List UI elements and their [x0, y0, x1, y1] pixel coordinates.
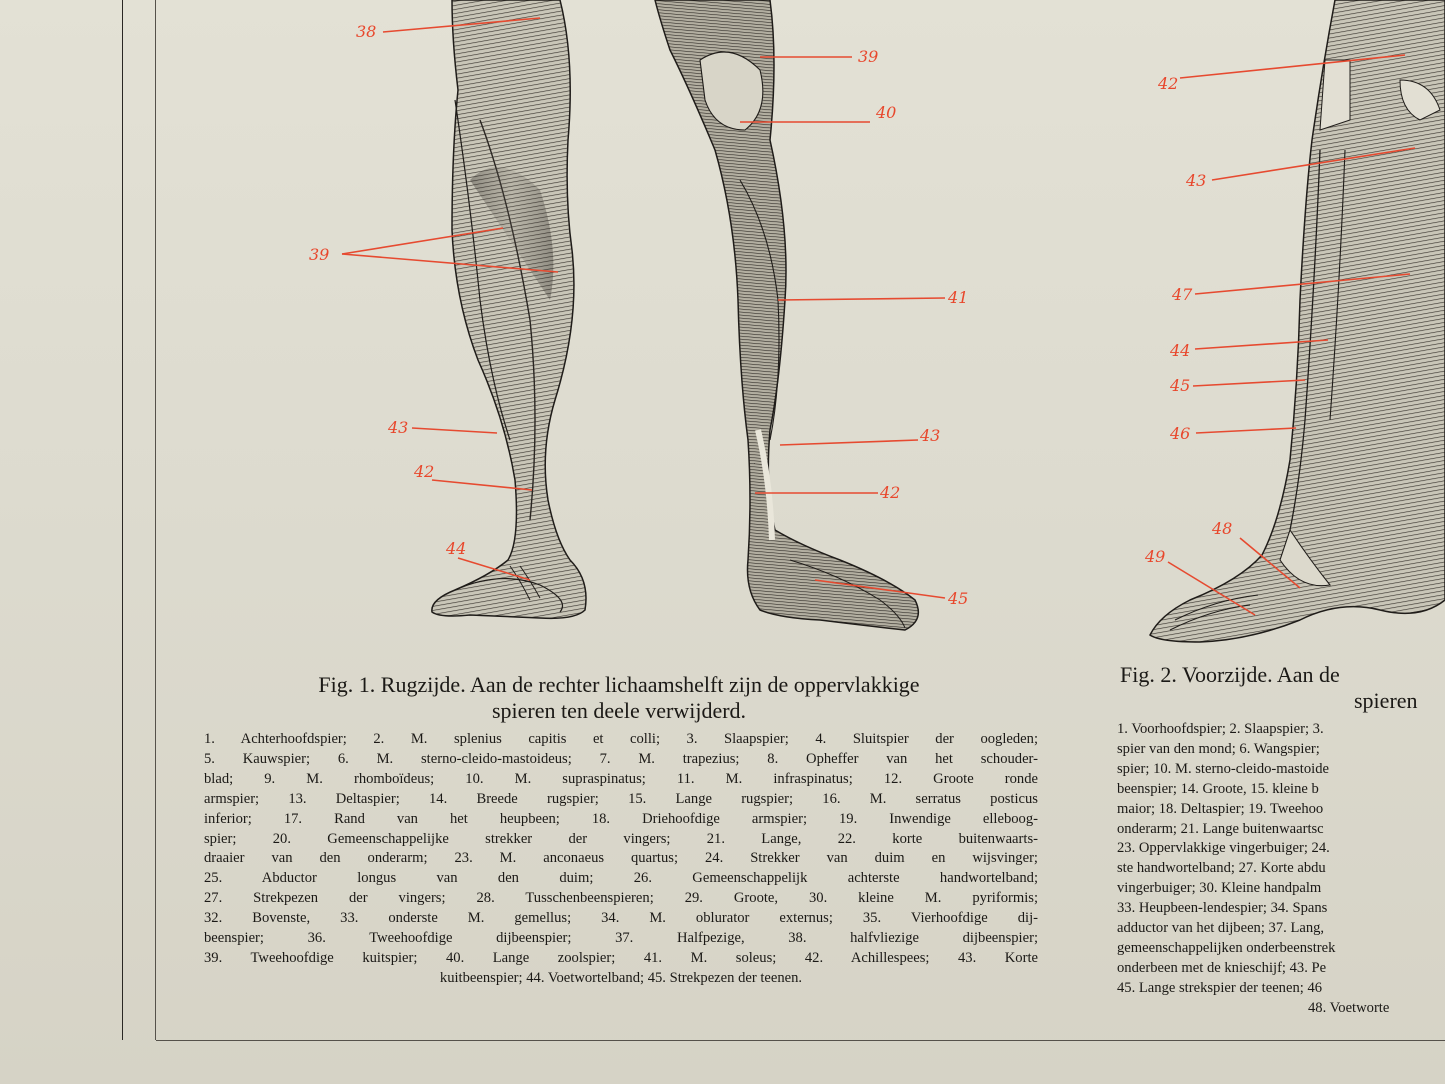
fig2-legend-line: maior; 18. Deltaspier; 19. Tweehoo — [1117, 800, 1324, 817]
callout-42: 42 — [1158, 74, 1179, 93]
fig2-legend-line: 1. Voorhoofdspier; 2. Slaapspier; 3. — [1117, 721, 1324, 737]
fig1-legend — [204, 730, 1038, 989]
fig1-legend-line: spier; 20. Gemeenschappelijke strekker der vingers; 21. Lange, 22. korte buitenwaarts- — [204, 830, 1038, 847]
fig2-legend-line: 48. Voetworte — [1308, 999, 1390, 1016]
fig1-legend-line: beenspier; 36. Tweehoofdige dijbeenspier; 37. Halfpezige, 38. halfvliezige dijbeenspier; — [204, 930, 1038, 947]
fig2-legend — [1117, 720, 1445, 1020]
fig1-legend-line: 27. Strekpezen der vingers; 28. Tusschenbeenspieren; 29. Groote, 30. kleine M. pyriformis; — [204, 890, 1038, 907]
callout-41: 41 — [948, 288, 969, 307]
fig2-legend-line: ste handwortelband; 27. Korte abdu — [1117, 860, 1326, 877]
callout-43-right: 43 — [920, 426, 941, 445]
fig1-right-leg — [655, 0, 918, 630]
fig1-legend-line: draaier van den onderarm; 23. M. anconaeus quartus; 24. Strekker van duim en wijsvinger; — [204, 850, 1038, 867]
fig1-caption-line1: Fig. 1. Rugzijde. Aan de rechter lichaamshelft zijn de oppervlakkige — [318, 672, 920, 697]
callout-39-left: 39 — [309, 245, 330, 264]
fig2-caption-line1: Fig. 2. Voorzijde. Aan de — [1120, 662, 1340, 687]
callout-39-right: 39 — [858, 47, 879, 66]
fig1-legend-line: 1. Achterhoofdspier; 2. M. splenius capitis et colli; 3. Slaapspier; 4. Sluitspier der oogleden; — [204, 731, 1038, 747]
fig2-legend-line: 23. Oppervlakkige vingerbuiger; 24. — [1117, 840, 1330, 857]
fig2-caption-title — [1120, 662, 1445, 714]
fig1-left-leg — [432, 0, 586, 618]
callout-49: 49 — [1145, 547, 1166, 566]
callout-42-left: 42 — [414, 462, 435, 481]
fig2-legend-line: beenspier; 14. Groote, 15. kleine b — [1117, 780, 1319, 797]
fig2-caption-line2: spieren — [1354, 688, 1418, 713]
fig1-legend-line: 39. Tweehoofdige kuitspier; 40. Lange zoolspier; 41. M. soleus; 42. Achillespees; 43. Korte — [204, 949, 1038, 966]
fig1-legend-line: 25. Abductor longus van den duim; 26. Gemeenschappelijk achterste handwortelband; — [204, 870, 1038, 887]
fig2-legend-line: vingerbuiger; 30. Kleine handpalm — [1117, 880, 1322, 897]
fig2-legend-line: spier van den mond; 6. Wangspier; — [1117, 740, 1320, 757]
callout-43: 43 — [1186, 171, 1207, 190]
fig1-legend-line: inferior; 17. Rand van het heupbeen; 18. Driehoofdige armspier; 19. Inwendige elleboog- — [204, 810, 1038, 827]
callout-46: 46 — [1170, 424, 1191, 443]
callout-42-right: 42 — [880, 483, 901, 502]
fig2-legend-line: onderbeen met de knieschijf; 43. Pe — [1117, 959, 1327, 976]
fig1-callouts — [309, 22, 968, 608]
callout-44: 44 — [446, 539, 467, 558]
fig1-legend-line: 32. Bovenste, 33. onderste M. gemellus; 34. M. oblurator externus; 35. Vierhoofdige dij- — [204, 910, 1038, 927]
fig2-callouts — [1144, 74, 1232, 566]
fig1-caption-line2: spieren ten deele verwijderd. — [491, 698, 747, 723]
fig2-legend-line: spier; 10. M. sterno-cleido-mastoide — [1117, 760, 1329, 777]
callout-43-left: 43 — [388, 418, 409, 437]
callout-40: 40 — [876, 103, 897, 122]
fig2-legend-line: adductor van het dijbeen; 37. Lang, — [1117, 920, 1325, 937]
fig2-legend-line: gemeenschappelijken onderbeenstrek — [1117, 939, 1336, 956]
fig2-leg — [1150, 0, 1445, 642]
fig1-legend-line: blad; 9. M. rhomboïdeus; 10. M. supraspinatus; 11. M. infraspinatus; 12. Groote ronde — [204, 770, 1038, 787]
callout-47: 47 — [1172, 285, 1193, 304]
fig2-legend-line: 33. Heupbeen-lendespier; 34. Spans — [1117, 900, 1328, 917]
fig1-legend-line: kuitbeenspier; 44. Voetwortelband; 45. Strekpezen der teenen. — [439, 969, 803, 986]
callout-45: 45 — [948, 589, 969, 608]
fig1-legend-line: armspier; 13. Deltaspier; 14. Breede rugspier; 15. Lange rugspier; 16. M. serratus posticus — [204, 790, 1038, 807]
fig1-legend-line: 5. Kauwspier; 6. M. sterno-cleido-mastoideus; 7. M. trapezius; 8. Opheffer van het schouder- — [204, 750, 1038, 767]
fig2-legend-line: onderarm; 21. Lange buitenwaartsc — [1117, 820, 1324, 837]
fig2-legend-line: 45. Lange strekspier der teenen; 46 — [1117, 979, 1323, 996]
fig1-caption-title — [196, 672, 1042, 724]
callout-44: 44 — [1170, 341, 1191, 360]
callout-45: 45 — [1170, 376, 1191, 395]
callout-48: 48 — [1212, 519, 1233, 538]
callout-38: 38 — [356, 22, 377, 41]
